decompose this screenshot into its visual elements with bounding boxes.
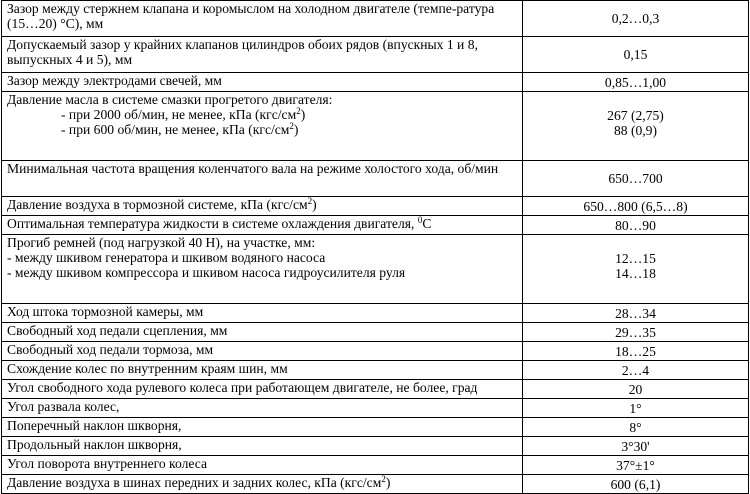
value-cell: 3°30' xyxy=(523,437,749,456)
param-cell: Поперечный наклон шкворня, xyxy=(2,418,523,437)
param-cell: Схождение колес по внутренним краям шин, мм xyxy=(2,361,523,380)
table-row xyxy=(2,304,749,323)
param-cell: Зазор между стержнем клапана и коромыслом на холодном двигателе (темпе-ратура (15…20) °С), мм xyxy=(2,1,523,37)
table-row xyxy=(2,197,749,216)
table-row xyxy=(2,73,749,92)
table-row xyxy=(2,475,749,494)
param-cell xyxy=(2,92,523,161)
param-cell: Допускаемый зазор у крайних клапанов цилиндров обоих рядов (впускных 1 и 8, выпускных 4 и 5), мм xyxy=(2,37,523,73)
value-cell: 8° xyxy=(523,418,749,437)
table-row xyxy=(2,342,749,361)
value-sub-item: 12…15 xyxy=(615,251,656,266)
table-row xyxy=(2,418,749,437)
table-row xyxy=(2,1,749,37)
value-cell: 0,85…1,00 xyxy=(523,73,749,92)
param-cell: Давление воздуха в тормозной системе, кПа $(кгс/см^2)$ xyxy=(2,197,523,216)
param-sub-item: - при 2000 об/мин, не менее, кПа $(кгс/см^2)$ xyxy=(61,106,306,122)
value-cell: 2…4 xyxy=(523,361,749,380)
table-row xyxy=(2,399,749,418)
value-cell: 0,15 xyxy=(523,37,749,73)
value-sub-item: 88 (0,9) xyxy=(613,123,658,138)
table-row xyxy=(2,92,749,161)
value-cell: 80…90 xyxy=(523,216,749,235)
value-cell xyxy=(523,235,749,304)
table-row xyxy=(2,456,749,475)
param-cell: Угол развала колес, xyxy=(2,399,523,418)
table-row xyxy=(2,161,749,197)
value-cell: 28…34 xyxy=(523,304,749,323)
value-cell: 37°±1° xyxy=(523,456,749,475)
param-sub-item: - между шкивом компрессора и шкивом насоса гидроусилителя руля xyxy=(7,265,406,280)
param-cell xyxy=(2,235,523,304)
param-cell: Угол поворота внутреннего колеса xyxy=(2,456,523,475)
value-cell: 650…700 xyxy=(523,161,749,197)
param-cell: Минимальная частота вращения коленчатого вала на режиме холостого хода, об/мин xyxy=(2,161,523,197)
value-sub-item: 267 (2,75) xyxy=(607,108,664,123)
specifications-table xyxy=(1,0,749,494)
value-cell: 600 (6,1) xyxy=(523,475,749,494)
table-row xyxy=(2,216,749,235)
value-cell: 20 xyxy=(523,380,749,399)
param-cell: Давление воздуха в шинах передних и задних колес, кПа $(кгс/см^2)$ xyxy=(2,475,523,494)
value-cell: 1° xyxy=(523,399,749,418)
value-cell: 650…800 (6,5…8) xyxy=(523,197,749,216)
param-cell: Оптимальная температура жидкости в системе охлаждения двигателя, $^0$С xyxy=(2,216,523,235)
table-row xyxy=(2,323,749,342)
value-cell: 0,2…0,3 xyxy=(523,1,749,37)
table-row xyxy=(2,37,749,73)
param-cell: Ход штока тормозной камеры, мм xyxy=(2,304,523,323)
table-row xyxy=(2,380,749,399)
param-heading: Давление масла в системе смазки прогретого двигателя: xyxy=(7,92,333,107)
param-cell: Свободный ход педали тормоза, мм xyxy=(2,342,523,361)
value-cell xyxy=(523,92,749,161)
param-cell: Свободный ход педали сцепления, мм xyxy=(2,323,523,342)
value-cell: 18…25 xyxy=(523,342,749,361)
param-cell: Зазор между электродами свечей, мм xyxy=(2,73,523,92)
param-sub-item: - при 600 об/мин, не менее, кПа $(кгс/см^2)$ xyxy=(61,121,299,137)
table-row xyxy=(2,235,749,304)
param-cell: Угол свободного хода рулевого колеса при работающем двигателе, не более, град xyxy=(2,380,523,399)
table-row xyxy=(2,437,749,456)
value-sub-item: 14…18 xyxy=(615,266,656,281)
table-row xyxy=(2,361,749,380)
param-sub-item: - между шкивом генератора и шкивом водяного насоса xyxy=(7,250,326,265)
param-cell: Продольный наклон шкворня, xyxy=(2,437,523,456)
param-heading: Прогиб ремней (под нагрузкой 40 Н), на участке, мм: xyxy=(7,235,316,250)
value-cell: 29…35 xyxy=(523,323,749,342)
